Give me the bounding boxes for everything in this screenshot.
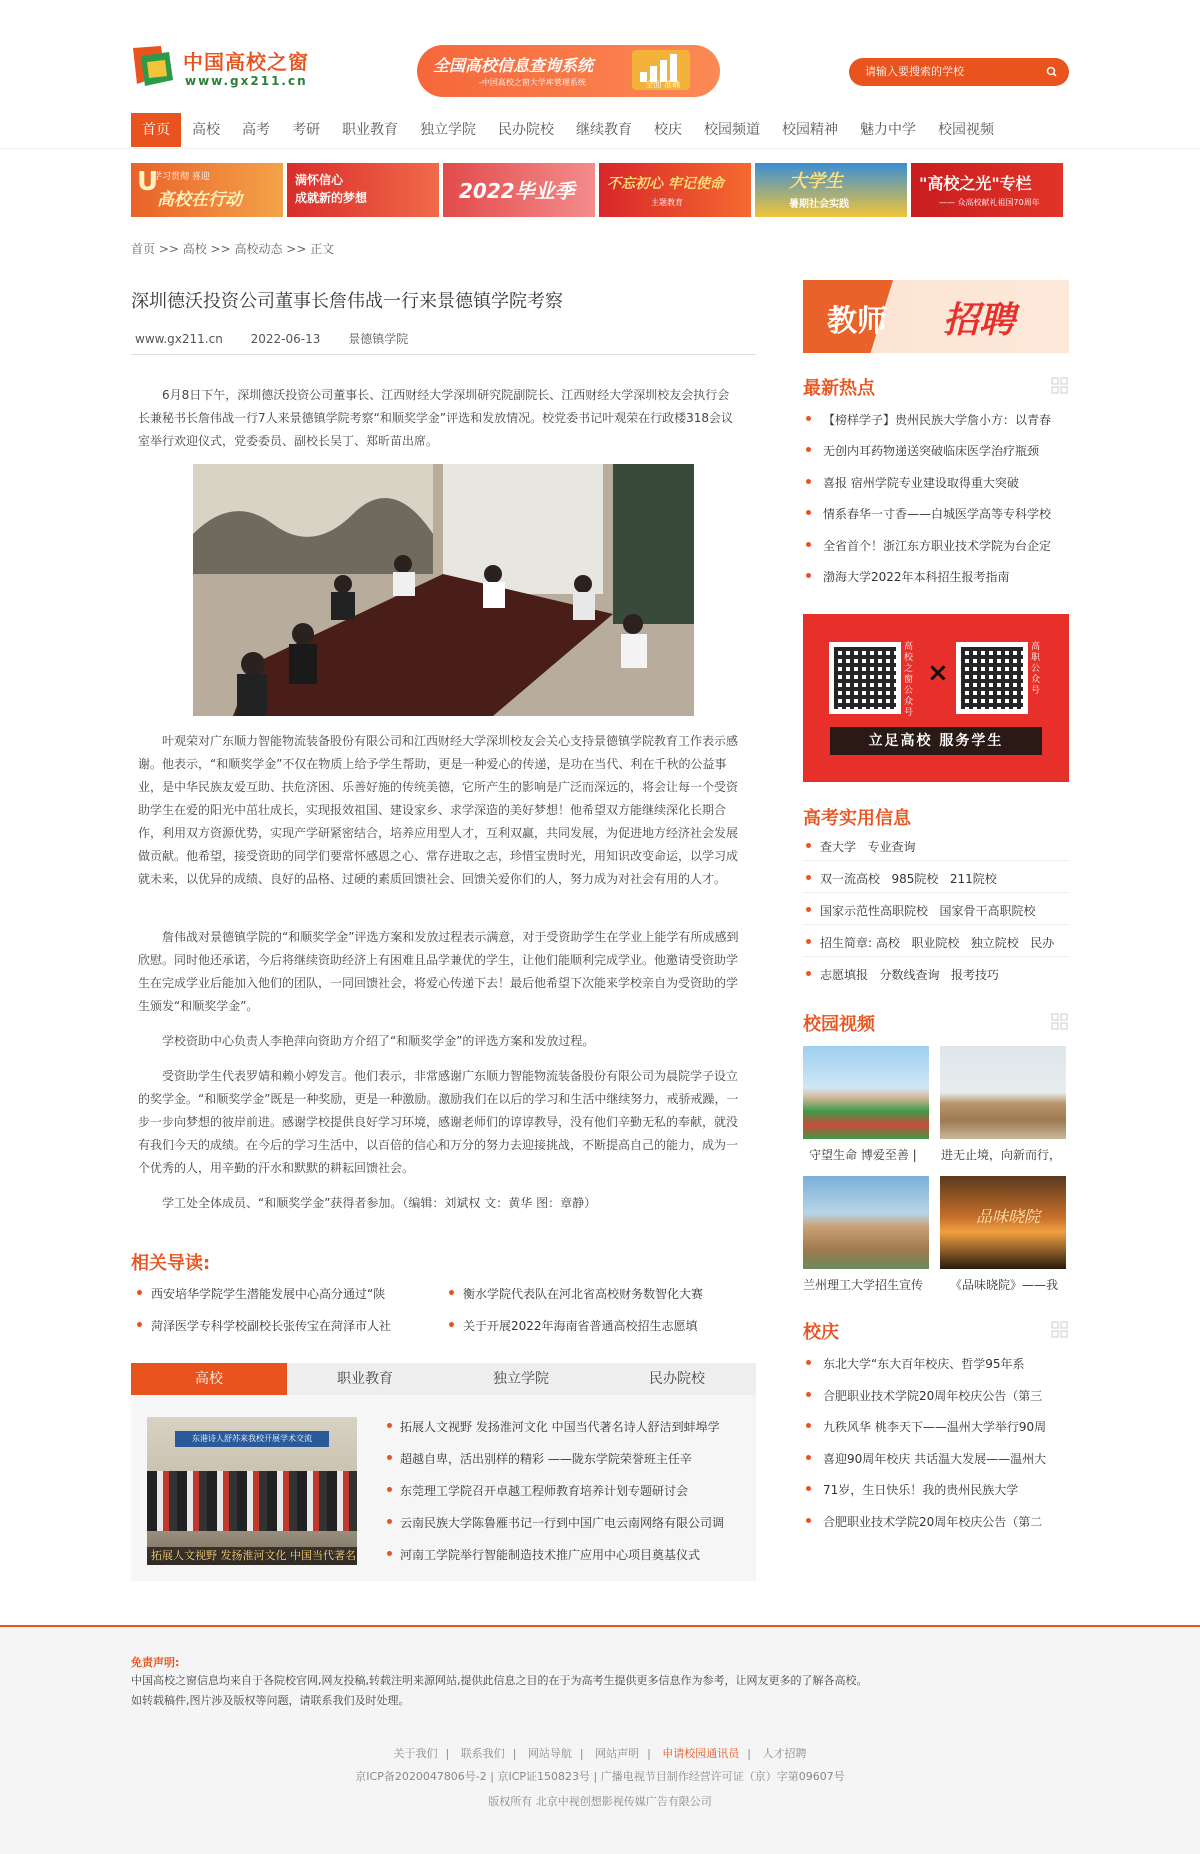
footer-link-jobs[interactable]: 人才招聘 — [762, 1747, 807, 1760]
bullet-icon — [806, 1486, 811, 1491]
hot-news-item[interactable]: 渤海大学2022年本科招生报考指南 — [806, 568, 1010, 585]
video-caption[interactable]: 《品味晓院》——我 — [950, 1278, 1059, 1292]
article-title: 深圳德沃投资公司董事长詹伟战一行来景德镇学院考察 — [131, 291, 563, 312]
gaokao-link[interactable]: 分数线查询 — [879, 968, 940, 982]
main-nav — [131, 113, 1069, 147]
article-photo — [193, 464, 694, 716]
anniversary-item[interactable]: 东北大学“东大百年校庆、哲学95年系 — [806, 1355, 1025, 1372]
hot-news-item[interactable]: 全省首个！浙江东方职业技术学院为台企定 — [806, 537, 1051, 554]
nav-divider — [0, 148, 1200, 149]
logo-url: www.gx211.cn — [185, 74, 308, 88]
banner-tag: 全面 准确 — [645, 80, 680, 89]
nav-item-gaokao[interactable]: 高考 — [242, 122, 270, 138]
bullet-icon — [806, 907, 811, 912]
times-icon: × — [927, 658, 949, 688]
footer-link-statement[interactable]: 网站声明 — [595, 1747, 640, 1760]
nav-item-campus-video[interactable]: 校园视频 — [938, 122, 994, 138]
footer — [0, 1627, 1200, 1854]
gaokao-link[interactable]: 211院校 — [949, 872, 997, 886]
promo-banner-1-text: 高校在行动 — [157, 190, 242, 210]
qr-slogan: 立足高校 服务学生 — [830, 727, 1042, 755]
footer-links: 关于我们 | 联系我们 | 网站导航 | 网站声明 | 申请校园通讯员 | 人才招聘 — [393, 1747, 807, 1760]
article-meta — [135, 330, 432, 347]
related-item[interactable]: 衡水学院代表队在河北省高校财务数智化大赛 — [449, 1285, 703, 1302]
article-date: 2022-06-13 — [250, 332, 321, 346]
anniversary-title: 校庆 — [803, 1322, 839, 1343]
bullet-icon — [387, 1455, 392, 1460]
related-item[interactable]: 西安培华学院学生潜能发展中心高分通过“陕 — [137, 1285, 385, 1302]
qr-right-caption: 高职公众号 — [1031, 642, 1041, 696]
gaokao-link[interactable]: 985院校 — [891, 872, 939, 886]
nav-item-continuing[interactable]: 继续教育 — [576, 122, 632, 138]
breadcrumb[interactable]: 首页 >> 高校 >> 高校动态 >> 正文 — [131, 242, 335, 256]
gaokao-link[interactable]: 查大学 — [820, 840, 857, 854]
promo-banner-4[interactable] — [599, 163, 751, 217]
grid-icon[interactable] — [1051, 1321, 1068, 1338]
video-thumbnail[interactable] — [940, 1046, 1066, 1139]
related-item[interactable]: 菏泽医学专科学校副校长张传宝在菏泽市人社 — [137, 1317, 391, 1334]
meeting-photo-illustration — [193, 464, 694, 716]
gaokao-link[interactable]: 民办 — [1030, 936, 1055, 950]
nav-item-universities[interactable]: 高校 — [192, 122, 220, 138]
related-item[interactable]: 关于开展2022年海南省普通高校招生志愿填 — [449, 1317, 698, 1334]
tab-vocational[interactable]: 职业教育 — [337, 1371, 393, 1387]
gaokao-link[interactable]: 专业查询 — [867, 840, 916, 854]
nav-item-home[interactable]: 首页 — [131, 113, 181, 147]
campus-video-title: 校园视频 — [803, 1014, 875, 1035]
banner-title: 全国高校信息查询系统 — [433, 56, 594, 75]
category-tabs — [131, 1363, 756, 1395]
bullet-icon — [806, 1455, 811, 1460]
article-school: 景德镇学院 — [348, 332, 409, 346]
promo-banner-6-text: "高校之光"专栏 — [919, 174, 1032, 193]
article-paragraph-1: 6月8日下午，深圳德沃投资公司董事长、江西财经大学深圳研究院副院长、江西财经大学深圳校友会执行会长兼秘书长詹伟战一行7人来景德镇学院考察“和顺奖学金”评选和发放情况。校党委书记叶观荣在行政楼318会议室举行欢迎仪式，党委委员、副校长吴丁、郑昕苗出席。 — [138, 388, 733, 448]
promo-banner-5-sub: 暑期社会实践 — [789, 199, 849, 210]
nav-item-independent[interactable]: 独立学院 — [420, 122, 476, 138]
promo-banner-6-sub: —— 众高校献礼祖国70周年 — [939, 198, 1040, 207]
nav-item-anniversary[interactable]: 校庆 — [654, 122, 682, 138]
bullet-icon — [806, 843, 811, 848]
icp-info: 京ICP备2020047806号-2 | 京ICP证150823号 | 广播电视节目制作经营许可证（京）字第09607号 — [355, 1770, 845, 1783]
row-divider — [803, 956, 1069, 957]
tab-featured-image[interactable] — [147, 1417, 357, 1565]
gaokao-link[interactable]: 双一流高校 — [820, 872, 881, 886]
teacher-recruit-banner[interactable] — [803, 280, 1069, 353]
promo-banners — [131, 163, 1069, 217]
promo-banner-1[interactable]: U 学习贯彻 喜迎 高校在行动 — [131, 163, 283, 217]
article-paragraph-2: 叶观荣对广东顺力智能物流装备股份有限公司和江西财经大学深圳校友会关心支持景德镇学院教育工作表示感谢。他表示，“和顺奖学金”不仅在物质上给予学生帮助，更是一种爱心的传递，是功在当代、利在千秋的公益事业，是中华民族友爱互助、扶危济困、乐善好施的传统美德，它所产生的影响是广泛而深远的，将会让每一个受资助学生在爱的阳光中茁壮成长，实现报效祖国、建设家乡、求学深造的美好梦想！他希望双方能继续深化长期合作，利用双方资源优势，实现产学研紧密结合，培养应用型人才，互利双赢，共同发展，为促进地方经济社会发展做贡献。他希望，接受资助的同学们要常怀感恩之心、常存进取之志，珍惜宝贵时光，用知识改变命运，以学习成就未来，以优异的成绩、良好的品格、过硬的素质回馈社会、回馈关爱你们的人，努力成为对社会有用的人才。 — [138, 734, 739, 886]
nav-item-middle-school[interactable]: 魅力中学 — [860, 122, 916, 138]
recruit-text-teacher: 教师 — [827, 304, 887, 339]
gaokao-info-row — [806, 838, 915, 855]
bullet-icon — [806, 1518, 811, 1523]
gaokao-link[interactable]: 报考技巧 — [950, 968, 999, 982]
tab-private[interactable]: 民办院校 — [649, 1371, 705, 1387]
qr-code-icon[interactable] — [956, 642, 1028, 714]
tab-universities[interactable]: 高校 — [131, 1363, 287, 1395]
article-paragraph-3: 詹伟战对景德镇学院的“和顺奖学金”评选方案和发放过程表示满意，对于受资助学生在学业上能学有所成感到欣慰。同时他还承诺，今后将继续资助经济上有困难且品学兼优的学生，让他们能顺利完成学业。他邀请受资助学生在完成学业后能加入他们的团队，一同回馈社会，将爱心传递下去！最后他希望下次能来学校亲自为受资助的学生颁发“和顺奖学金”。 — [138, 930, 739, 1013]
video-overlay-text: 品味晓院 — [976, 1207, 1041, 1226]
gaokao-info-title: 高考实用信息 — [803, 808, 911, 829]
gaokao-info-row — [806, 870, 997, 887]
bullet-icon — [449, 1322, 454, 1327]
bullet-icon — [387, 1551, 392, 1556]
promo-banner-5-text: 大学生 — [789, 171, 843, 192]
video-thumbnail[interactable] — [803, 1176, 929, 1269]
hot-news-item[interactable]: 无创内耳药物递送突破临床医学治疗瓶颈 — [806, 442, 1039, 459]
disclaimer-text: 如转载稿件,图片涉及版权等问题，请联系我们及时处理。 — [131, 1694, 410, 1707]
bullet-icon — [806, 939, 811, 944]
row-divider — [803, 924, 1069, 925]
anniversary-item[interactable]: 71岁，生日快乐！我的贵州民族大学 — [806, 1481, 1018, 1498]
search-icon[interactable] — [1045, 65, 1059, 79]
gaokao-link[interactable]: 独立院校 — [970, 936, 1019, 950]
article-paragraph-5: 受资助学生代表罗婧和赖小婷发言。他们表示，非常感谢广东顺力智能物流装备股份有限公司为晨院学子设立的奖学金。“和顺奖学金”既是一种奖励，更是一种激励。激励我们在以后的学习和生活中继续努力，戒骄戒躁，一步一步向梦想的彼岸前进。感谢学校提供良好学习环境，感谢老师们的谆谆教导，没有他们辛勤无私的奉献，就没有我们今天的成绩。在今后的学习生活中，以百倍的信心和万分的努力去迎接挑战，不断提高自己的能力，成为一个优秀的人，用辛勤的汗水和默默的耕耘回馈社会。 — [138, 1069, 739, 1175]
site-logo[interactable] — [131, 42, 316, 92]
video-thumbnail[interactable] — [940, 1176, 1066, 1269]
bullet-icon — [806, 1392, 811, 1397]
gaokao-link[interactable]: 国家骨干高职院校 — [939, 904, 1036, 918]
meta-divider — [131, 354, 756, 355]
gaokao-info-row — [806, 934, 1054, 951]
tab-image-caption: 拓展人文视野 发扬淮河文化 中国当代著名 — [147, 1547, 357, 1565]
tab-independent[interactable]: 独立学院 — [493, 1371, 549, 1387]
promo-banner-5[interactable] — [755, 163, 907, 217]
bullet-icon — [806, 1423, 811, 1428]
tab-list-item[interactable]: 东莞理工学院召开卓越工程师教育培养计划专题研讨会 — [387, 1482, 688, 1499]
article-paragraph-6: 学工处全体成员、“和顺奖学金”获得者参加。（编辑：刘斌权 文：黄华 图：章静） — [162, 1196, 597, 1210]
gaokao-link[interactable]: 职业院校 — [911, 936, 960, 950]
bullet-icon — [806, 447, 811, 452]
promo-banner-2-sub: 成就新的梦想 — [295, 191, 368, 205]
query-system-banner[interactable] — [417, 45, 720, 97]
hot-news-title: 最新热点 — [803, 378, 875, 399]
related-title: 相关导读: — [131, 1253, 211, 1274]
copyright: 版权所有 北京中视创想影视传媒广告有限公司 — [488, 1795, 712, 1808]
video-caption[interactable]: 进无止境，向新而行， — [941, 1148, 1062, 1162]
tab-list-item[interactable]: 河南工学院举行智能制造技术推广应用中心项目奠基仪式 — [387, 1546, 700, 1563]
banner-subtitle: -中国高校之窗大学库管理系统 — [479, 78, 586, 87]
logo-title: 中国高校之窗 — [183, 50, 309, 74]
hot-news-item[interactable]: 情系春华一寸香——白城医学高等专科学校 — [806, 505, 1051, 522]
bullet-icon — [137, 1322, 142, 1327]
bullet-icon — [449, 1290, 454, 1295]
bullet-icon — [806, 542, 811, 547]
bullet-icon — [806, 971, 811, 976]
bullet-icon — [806, 573, 811, 578]
anniversary-item[interactable]: 合肥职业技术学院20周年校庆公告（第二 — [806, 1513, 1042, 1530]
disclaimer-text: 中国高校之窗信息均来自于各院校官网,网友投稿,转载注明来源网站,提供此信息之目的在于为高考生提供更多信息作为参考，让网友更多的了解各高校。 — [131, 1674, 868, 1687]
promo-banner-2[interactable] — [287, 163, 439, 217]
promo-banner-2-text: 满怀信心 — [295, 173, 344, 187]
footer-link-correspondent[interactable]: 申请校园通讯员 — [662, 1747, 740, 1760]
footer-link-contact[interactable]: 联系我们 — [460, 1747, 505, 1760]
anniversary-item[interactable]: 九秩风华 桃李天下——温州大学举行90周 — [806, 1418, 1046, 1435]
gaokao-info-row — [806, 902, 1035, 919]
video-caption[interactable]: 兰州理工大学招生宣传 — [803, 1278, 924, 1292]
gaokao-link[interactable]: 国家示范性高职院校 — [820, 904, 929, 918]
promo-banner-3[interactable] — [443, 163, 595, 217]
promo-banner-4-sub: 主题教育 — [651, 198, 683, 207]
bullet-icon — [806, 510, 811, 515]
gaokao-link[interactable]: 招生简章: 高校 — [820, 936, 900, 950]
tab-list-item[interactable]: 云南民族大学陈鲁雁书记一行到中国广电云南网络有限公司调 — [387, 1514, 724, 1531]
row-divider — [803, 892, 1069, 893]
logo-icon — [131, 44, 175, 88]
bullet-icon — [806, 1360, 811, 1365]
gaokao-link[interactable]: 志愿填报 — [820, 968, 869, 982]
anniversary-item[interactable]: 喜迎90周年校庆 共话温大发展——温州大 — [806, 1450, 1046, 1467]
gaokao-info-row — [806, 966, 999, 983]
footer-link-sitemap[interactable]: 网站导航 — [527, 1747, 572, 1760]
article-source: www.gx211.cn — [135, 332, 223, 346]
nav-item-vocational[interactable]: 职业教育 — [342, 122, 398, 138]
tab-list-item[interactable]: 超越自卑，活出别样的精彩 ——陇东学院荣誉班主任辛 — [387, 1450, 692, 1467]
bullet-icon — [137, 1290, 142, 1295]
search-bar[interactable] — [849, 58, 1069, 86]
anniversary-item[interactable]: 合肥职业技术学院20周年校庆公告（第三 — [806, 1387, 1042, 1404]
tab-list-item[interactable]: 拓展人文视野 发扬淮河文化 中国当代著名诗人舒洁到蚌埠学 — [387, 1418, 720, 1435]
promo-banner-6[interactable] — [911, 163, 1063, 217]
hot-news-item[interactable]: 【榜样学子】贵州民族大学詹小方：以青春 — [806, 411, 1051, 428]
qr-code-banner — [803, 614, 1069, 782]
disclaimer-title: 免责声明: — [131, 1656, 180, 1669]
row-divider — [803, 860, 1069, 861]
nav-item-kaoyan[interactable]: 考研 — [292, 122, 320, 138]
promo-banner-1-sub: 学习贯彻 喜迎 — [153, 172, 210, 182]
hot-news-item[interactable]: 喜报 宿州学院专业建设取得重大突破 — [806, 474, 1019, 491]
promo-banner-3-text: 2022毕业季 — [459, 179, 575, 203]
nav-item-private[interactable]: 民办院校 — [498, 122, 554, 138]
bullet-icon — [806, 416, 811, 421]
bullet-icon — [387, 1487, 392, 1492]
qr-code-icon[interactable] — [829, 642, 901, 714]
bullet-icon — [806, 479, 811, 484]
nav-item-campus-channel[interactable]: 校园频道 — [704, 122, 760, 138]
qr-left-caption: 高校之窗公众号 — [904, 642, 914, 718]
video-caption[interactable]: 守望生命 博爱至善 | — [809, 1148, 917, 1162]
nav-item-campus-spirit[interactable]: 校园精神 — [782, 122, 838, 138]
video-thumbnail[interactable] — [803, 1046, 929, 1139]
bullet-icon — [387, 1519, 392, 1524]
recruit-text-hiring: 招聘 — [943, 300, 1016, 341]
promo-banner-4-text: 不忘初心 牢记使命 — [607, 176, 724, 192]
footer-link-about[interactable]: 关于我们 — [393, 1747, 438, 1760]
bullet-icon — [806, 875, 811, 880]
article-paragraph-4: 学校资助中心负责人李艳萍向资助方介绍了“和顺奖学金”的评选方案和发放过程。 — [162, 1034, 595, 1048]
tab-image-banner: 东港诗人舒苏来我校开展学术交流 — [175, 1431, 329, 1447]
grid-icon[interactable] — [1051, 1013, 1068, 1030]
bullet-icon — [387, 1423, 392, 1428]
grid-icon[interactable] — [1051, 377, 1068, 394]
search-input[interactable] — [865, 63, 1035, 81]
